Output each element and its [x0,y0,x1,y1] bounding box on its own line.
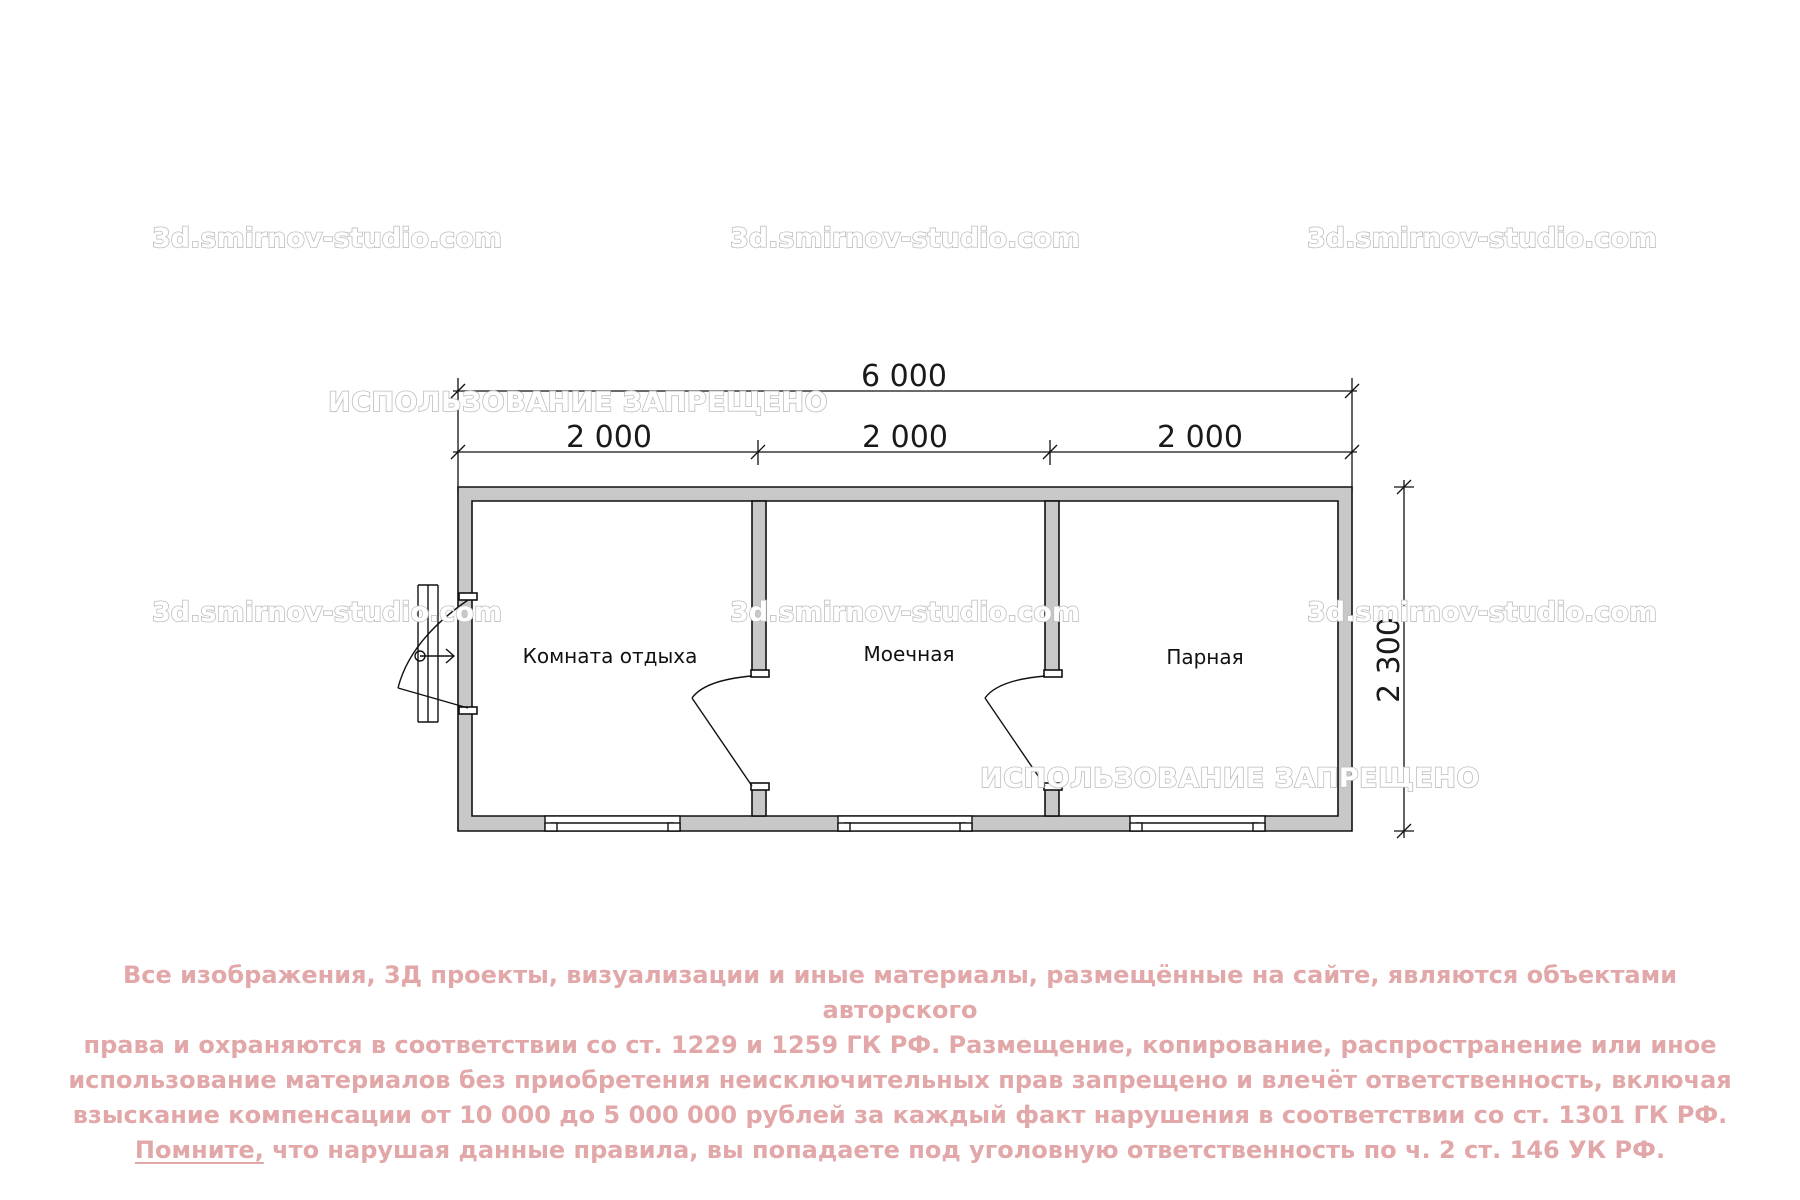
door-1-arc [692,676,752,698]
door-1-leaf [692,698,752,786]
room-label-rest-room: Комната отдыха [522,644,698,668]
ban-watermark: ИСПОЛЬЗОВАНИЕ ЗАПРЕЩЕНО [328,387,828,418]
site-watermark: 3d.smirnov-studio.com [730,223,1080,254]
room-label-washroom: Моечная [863,642,955,666]
site-watermark: 3d.smirnov-studio.com [1307,597,1657,628]
door-2-arc [985,676,1045,698]
partition-2-upper [1045,501,1059,672]
dimension-section-1: 2 000 [566,420,652,455]
dimension-overall-length: 6 000 [861,359,947,394]
watermark-row-top [152,223,1657,254]
notice-line-rest: что нарушая данные правила, вы попадаете под уголовную ответственность по ч. 2 ст. 146 УК РФ. [263,1136,1666,1164]
site-watermark: 3d.smirnov-studio.com [152,223,502,254]
watermark-row-middle [152,597,1657,628]
notice-remember-link[interactable]: Помните, [134,1136,264,1164]
site-watermark: 3d.smirnov-studio.com [152,597,502,628]
copyright-notice [60,958,1740,1168]
ban-watermark: ИСПОЛЬЗОВАНИЕ ЗАПРЕЩЕНО [980,763,1480,794]
windows [545,816,1265,831]
notice-line: Все изображения, 3Д проекты, визуализации и иные материалы, размещённые на сайте, являются объектами авторского [122,961,1678,1024]
notice-line: взыскание компенсации от 10 000 до 5 000 000 рублей за каждый факт нарушения в соответствии со ст. 1301 ГК РФ. [72,1101,1728,1129]
dimension-section-3: 2 000 [1157,420,1243,455]
dimension-section-2: 2 000 [862,420,948,455]
notice-line [60,1133,1740,1168]
notice-line: использование материалов без приобретения неисключительных прав запрещено и влечёт ответственность, включая [68,1066,1732,1094]
notice-line: права и охраняются в соответствии со ст. 1229 и 1259 ГК РФ. Размещение, копирование, распространение или иное [83,1031,1717,1059]
site-watermark: 3d.smirnov-studio.com [730,597,1080,628]
partition-1-lower [752,787,766,816]
room-label-steam-room: Парная [1166,645,1244,669]
site-watermark: 3d.smirnov-studio.com [1307,223,1657,254]
partition-1-upper [752,501,766,672]
dimension-width: 2 300 [1372,617,1407,703]
